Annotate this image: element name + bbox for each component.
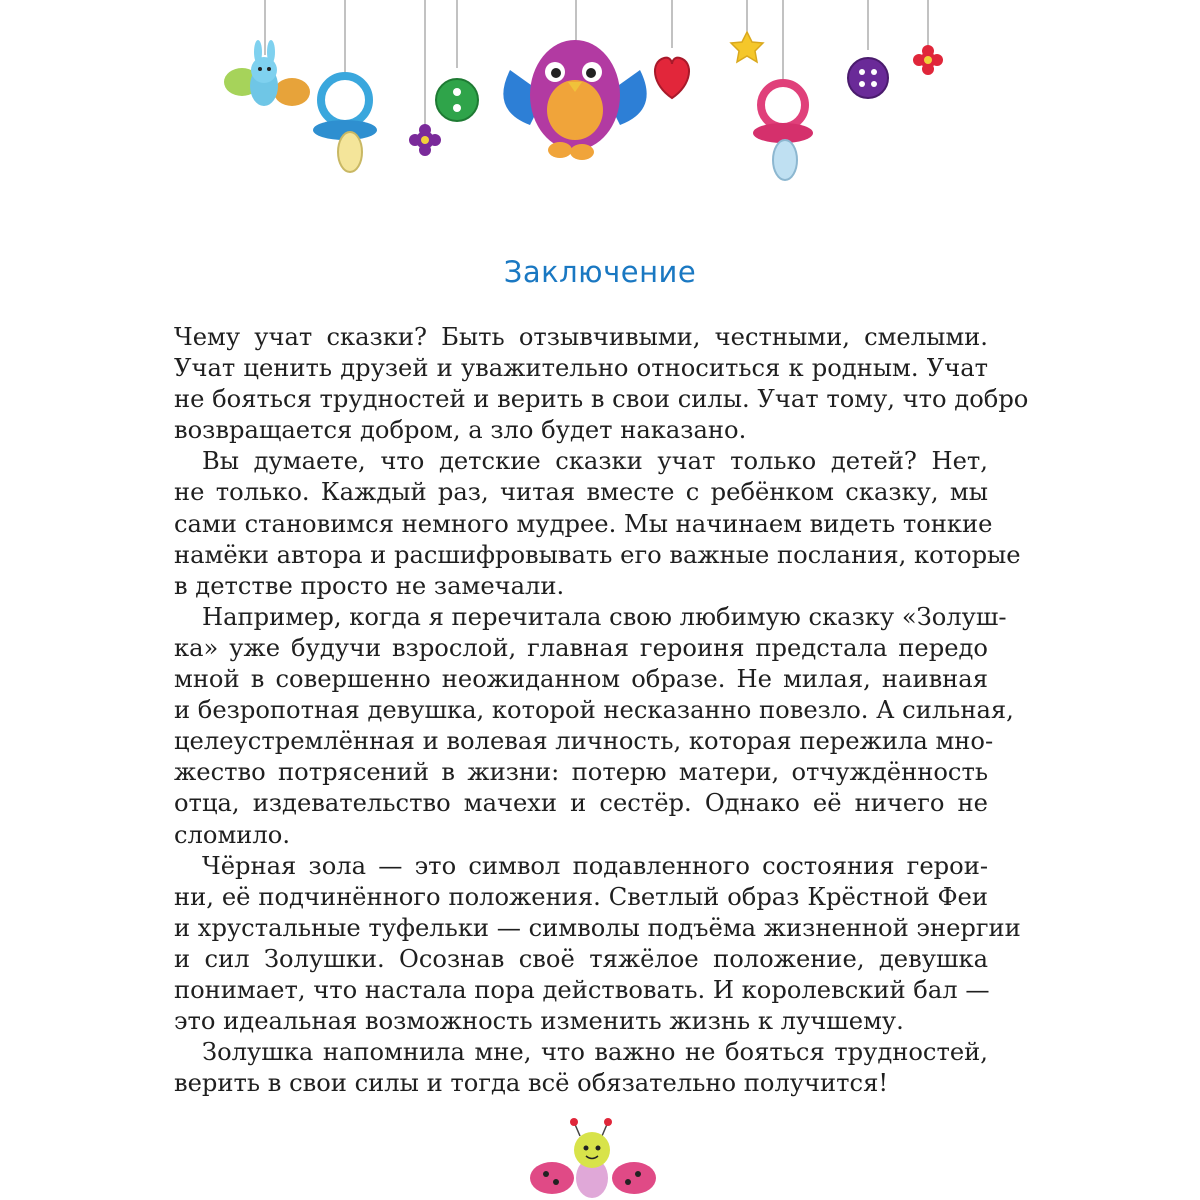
text-line: возвращается добром, а зло будет наказано. [174, 416, 747, 445]
text-line: ни, её подчинённого положения. Светлый образ Крёстной Феи [174, 882, 988, 911]
text-line: Золушка напомнила мне, что важно не бояться трудностей, [202, 1038, 988, 1067]
text-line: Учат ценить друзей и уважительно относиться к родным. Учат [174, 354, 988, 383]
red-flower-toy [913, 45, 943, 75]
text-line: сами становимся немного мудрее. Мы начинаем видеть тонкие [174, 509, 993, 538]
text-line: верить в свои силы и тогда всё обязательно получится! [174, 1069, 889, 1098]
text-line: ка» уже будучи взрослой, главная героиня предстала передо [174, 633, 988, 662]
text-line: понимает, что настала пора действовать. И королевский бал — [174, 975, 990, 1004]
text-line: жество потрясений в жизни: потерю матери, отчуждённость [174, 758, 988, 787]
green-button-toy [436, 79, 478, 121]
paragraph-5 [174, 1037, 988, 1099]
page-title: Заключение [503, 255, 697, 289]
text-line: не бояться трудностей и верить в свои силы. Учат тому, что добро [174, 385, 1029, 414]
bunny-butterfly-toy [224, 40, 310, 106]
text-line: сломило. [174, 820, 291, 849]
paragraph-1 [174, 322, 1029, 446]
text-line: Чему учат сказки? Быть отзывчивыми, честными, смелыми. [174, 323, 988, 351]
text-line: намёки автора и расшифровывать его важные послания, которые [174, 540, 1021, 569]
text-line: и хрустальные туфельки — символы подъёма жизненной энергии [174, 913, 1021, 942]
text-line: целеустремлённая и волевая личность, которая пережила мно- [174, 727, 994, 756]
paragraph-4 [174, 851, 1021, 1038]
hanging-toys-illustration [0, 0, 1200, 210]
heart-toy [655, 58, 689, 98]
blue-pacifier-toy [313, 76, 377, 172]
paragraph-2 [174, 446, 1021, 601]
body-text [174, 322, 1029, 1099]
text-line: Например, когда я перечитала свою любимую сказку «Золуш- [202, 602, 1007, 631]
owl-toy [503, 40, 646, 160]
text-line: отца, издевательство мачехи и сестёр. Однако её ничего не [174, 789, 988, 818]
paragraph-3 [174, 602, 1014, 851]
text-line: Вы думаете, что детские сказки учат только детей? Нет, [202, 447, 988, 476]
purple-flower-toy [409, 124, 441, 156]
text-line: и безропотная девушка, которой несказанно повезло. А сильная, [174, 696, 1014, 725]
text-line: в детстве просто не замечали. [174, 571, 565, 600]
star-toy [731, 32, 763, 62]
pink-pacifier-toy [753, 83, 813, 180]
text-line: мной в совершенно неожиданном образе. Не милая, наивная [174, 665, 988, 694]
text-line: Чёрная зола — это символ подавленного состояния герои- [202, 851, 988, 880]
ladybug-butterfly-toy [528, 1118, 668, 1200]
text-line: не только. Каждый раз, читая вместе с ребёнком сказку, мы [174, 478, 988, 507]
text-line: это идеальная возможность изменить жизнь к лучшему. [174, 1007, 904, 1036]
purple-button-toy [848, 58, 888, 98]
text-line: и сил Золушки. Осознав своё тяжёлое положение, девушка [174, 944, 988, 973]
